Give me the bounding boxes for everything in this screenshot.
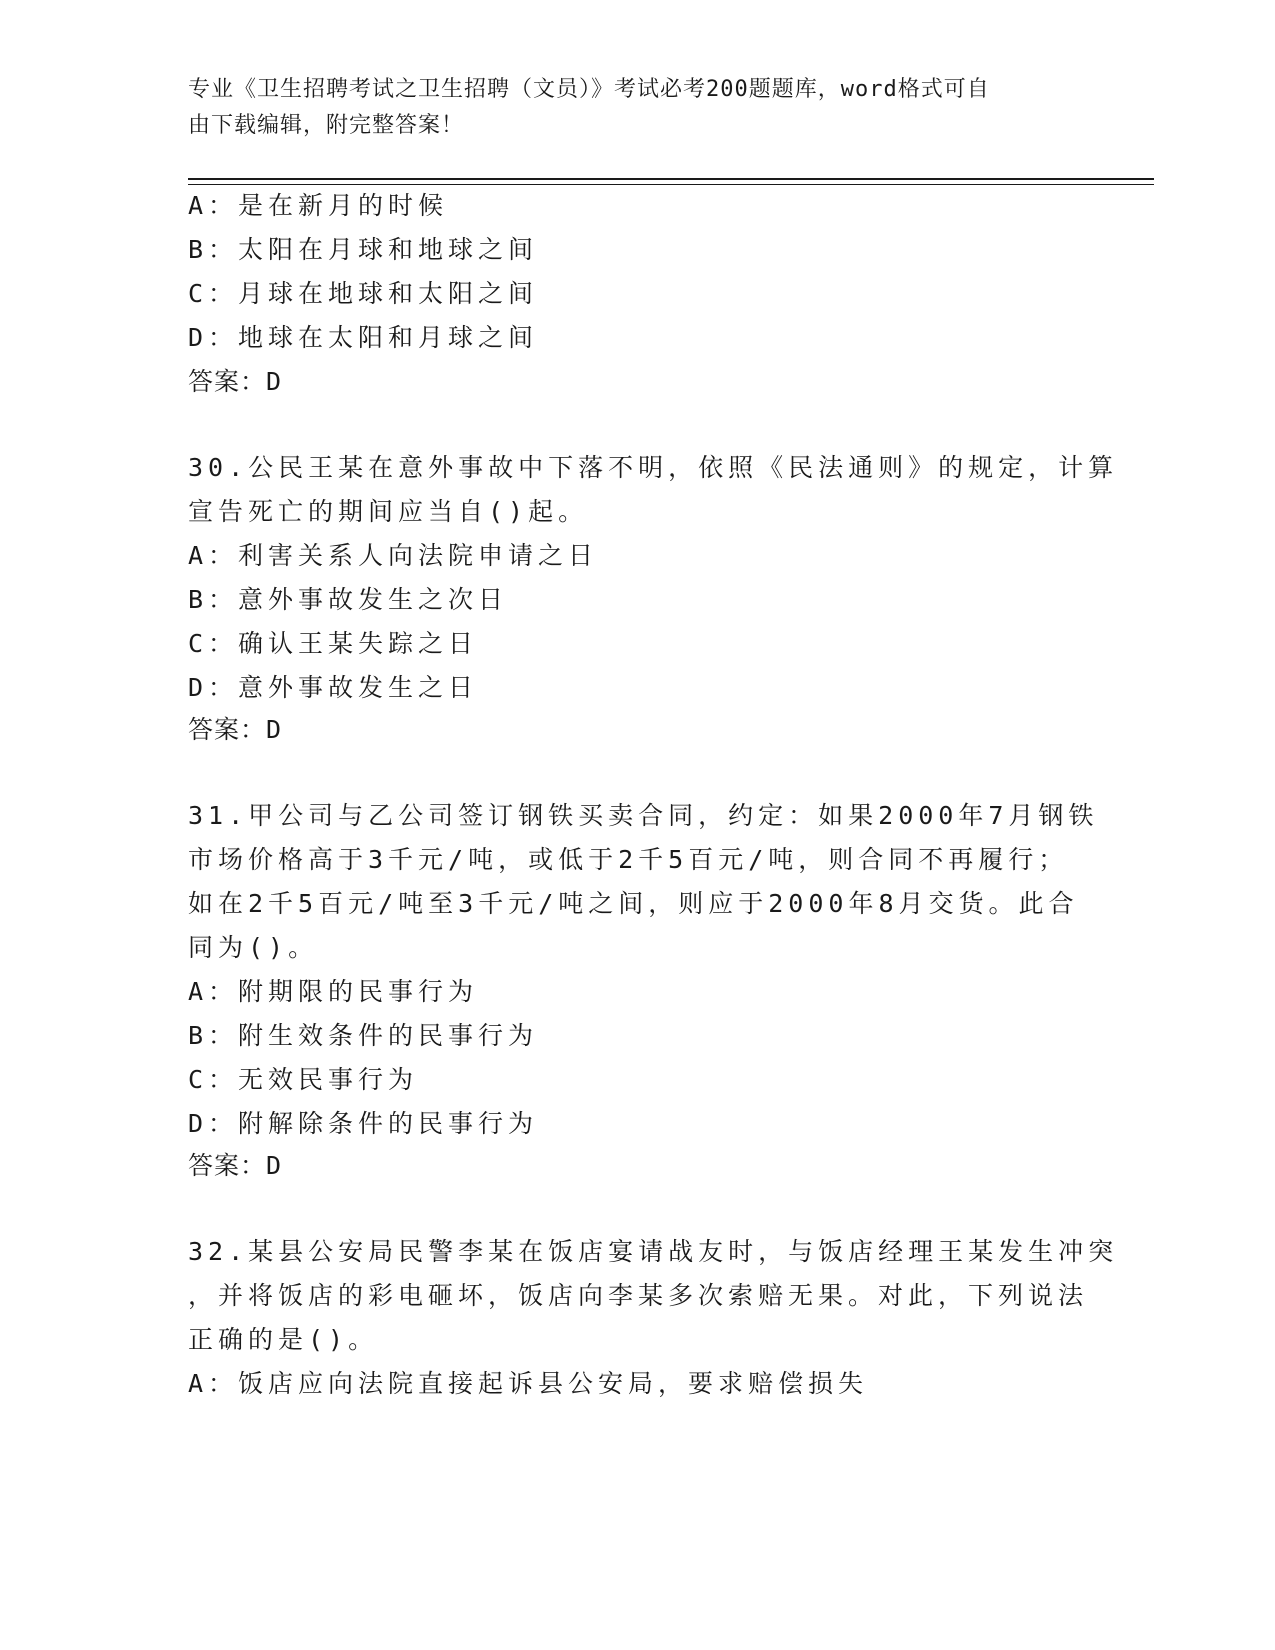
q32-stem-line-1: 32.某县公安局民警李某在饭店宴请战友时，与饭店经理王某发生冲突 (188, 1237, 1119, 1266)
header-divider-thin (188, 184, 1154, 185)
q31-stem-line-1: 31.甲公司与乙公司签订钢铁买卖合同，约定：如果2000年7月钢铁 (188, 801, 1099, 830)
q32-option-a: A：饭店应向法院直接起诉县公安局，要求赔偿损失 (188, 1369, 869, 1398)
q31-stem-line-4: 同为()。 (188, 933, 319, 962)
q31-answer: 答案：D (188, 1151, 283, 1180)
document-header (188, 72, 1068, 144)
q32-stem-line-3: 正确的是()。 (188, 1325, 379, 1354)
q30-option-d: D：意外事故发生之日 (188, 673, 479, 702)
q29-answer: 答案：D (188, 367, 283, 396)
q31-option-a: A：附期限的民事行为 (188, 977, 479, 1006)
q31-option-c: C：无效民事行为 (188, 1065, 419, 1094)
header-line-2: 由下载编辑，附完整答案！ (188, 113, 465, 138)
q31-option-d: D：附解除条件的民事行为 (188, 1109, 539, 1138)
q29-option-c: C：月球在地球和太阳之间 (188, 279, 539, 308)
q29-option-b: B：太阳在月球和地球之间 (188, 235, 539, 264)
q31-option-b: B：附生效条件的民事行为 (188, 1021, 539, 1050)
q30-option-b: B：意外事故发生之次日 (188, 585, 509, 614)
q29-option-d: D：地球在太阳和月球之间 (188, 323, 539, 352)
header-divider-thick (188, 178, 1154, 180)
q31-stem-line-2: 市场价格高于3千元/吨，或低于2千5百元/吨，则合同不再履行； (188, 845, 1069, 874)
q29-option-a: A：是在新月的时候 (188, 191, 449, 220)
header-line-1: 专业《卫生招聘考试之卫生招聘（文员）》考试必考200题题库，word格式可自 (188, 77, 990, 102)
q32-stem-line-2: ，并将饭店的彩电砸坏，饭店向李某多次索赔无果。对此，下列说法 (188, 1281, 1089, 1310)
q30-answer: 答案：D (188, 715, 283, 744)
q31-stem-line-3: 如在2千5百元/吨至3千元/吨之间，则应于2000年8月交货。此合 (188, 889, 1079, 918)
q30-option-a: A：利害关系人向法院申请之日 (188, 541, 599, 570)
q30-option-c: C：确认王某失踪之日 (188, 629, 479, 658)
q30-stem-line-2: 宣告死亡的期间应当自()起。 (188, 497, 589, 526)
q30-stem-line-1: 30.公民王某在意外事故中下落不明，依照《民法通则》的规定，计算 (188, 453, 1119, 482)
